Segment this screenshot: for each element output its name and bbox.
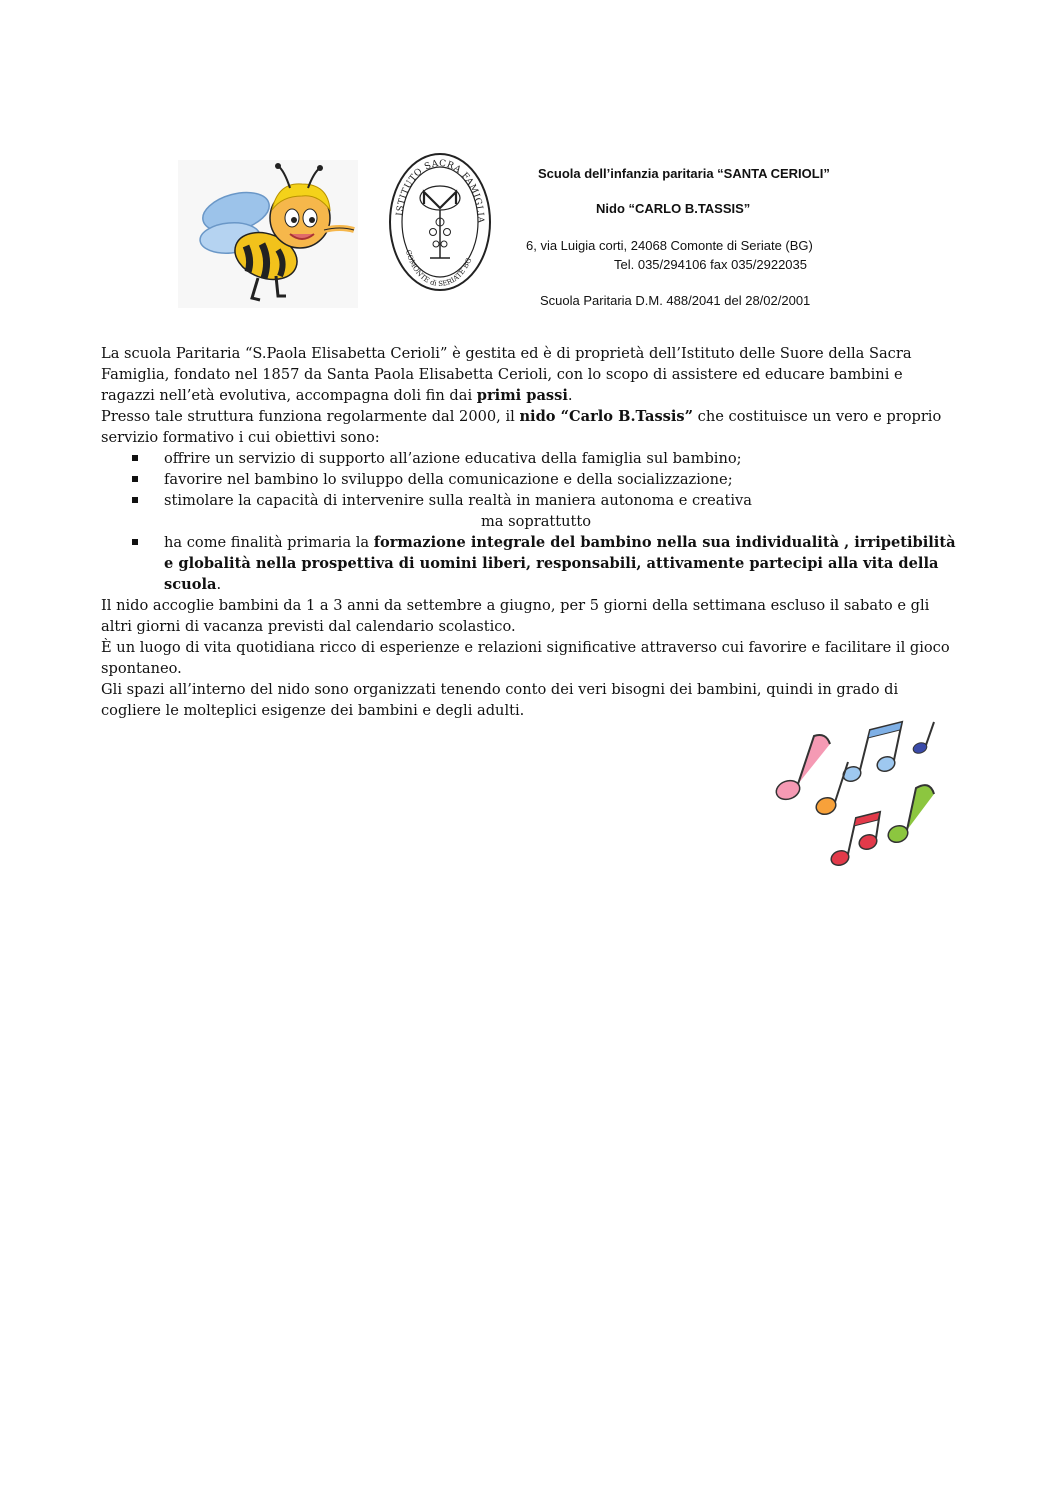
paragraph-struttura: [101, 406, 961, 448]
list-item-text: offrire un servizio di supporto all’azione educativa della famiglia sul bambino;: [164, 450, 742, 467]
paragraph-struttura-rest: che costituisce un vero e proprio servizio formativo i cui obiettivi sono:: [101, 408, 942, 446]
list-item: [101, 532, 961, 595]
center-line: ma soprattutto: [480, 513, 592, 530]
paragraph-intro-end: .: [567, 387, 573, 404]
paragraph-accoglienza: Il nido accoglie bambini da 1 a 3 anni da settembre a giugno, per 5 giorni della settimana escluso il sabato e gli altri giorni di vacanza previsti dal calendario scolastico.: [101, 597, 930, 635]
objectives-list: [101, 448, 961, 511]
school-name: Scuola dell’infanzia paritaria “SANTA CERIOLI”: [538, 166, 830, 181]
nido-name-bold: nido “Carlo B.Tassis”: [519, 408, 694, 425]
list-item-text: ha come finalità primaria la: [164, 534, 374, 551]
formazione-bold: formazione integrale del bambino nella sua individualità , irripetibilità e globalità nella prospettiva di uomini liberi, responsabili, attivamente partecipi alla vita della scuola: [164, 534, 956, 593]
bullet-square-icon: [132, 539, 138, 545]
phone-fax: Tel. 035/294106 fax 035/2922035: [614, 257, 808, 272]
paragraph-intro: [101, 343, 961, 406]
bullet-square-icon: [132, 497, 138, 503]
paragraph-spazi: Gli spazi all’interno del nido sono organizzati tenendo conto dei veri bisogni dei bambini, quindi in grado di cogliere le molteplici esigenze dei bambini e degli adulti.: [101, 681, 899, 719]
bee-mascot-icon: [178, 160, 358, 308]
objectives-list-main: [101, 532, 961, 595]
paragraph-intro-text: La scuola Paritaria “S.Paola Elisabetta Cerioli” è gestita ed è di proprietà dell’Istituto delle Suore della Sacra Famiglia, fondato nel 1857 da Santa Paola Elisabetta Cerioli, con lo scopo di assistere ed educare bambini e ragazzi nell’età evolutiva, accompagna doli fin dai: [101, 345, 912, 404]
seal-bottom-text: COMONTE di SERIATE BG: [403, 248, 474, 289]
list-item: [101, 469, 961, 490]
seal-top-text: ISTITUTO SACRA FAMIGLIA: [395, 158, 486, 224]
list-item: [101, 448, 961, 469]
decree-line: Scuola Paritaria D.M. 488/2041 del 28/02/2001: [540, 293, 811, 308]
list-item: [101, 490, 961, 511]
paragraph-luogo: È un luogo di vita quotidiana ricco di esperienze e relazioni significative attraverso cui favorire e facilitare il gioco spontaneo.: [101, 639, 950, 677]
list-item-end: .: [216, 576, 222, 593]
bullet-square-icon: [132, 455, 138, 461]
nido-name: Nido “CARLO B.TASSIS”: [596, 201, 751, 216]
primi-passi-bold: primi passi: [476, 387, 568, 404]
paragraph-struttura-text: Presso tale struttura funziona regolarmente dal 2000, il: [101, 408, 520, 425]
address: 6, via Luigia corti, 24068 Comonte di Seriate (BG): [526, 238, 813, 253]
music-notes-icon: [770, 718, 940, 870]
body-text: [101, 343, 961, 721]
list-item-text: stimolare la capacità di intervenire sulla realtà in maniera autonoma e creativa: [164, 492, 752, 509]
bullet-square-icon: [132, 476, 138, 482]
institute-seal-icon: [388, 152, 492, 292]
list-item-text: favorire nel bambino lo sviluppo della comunicazione e della socializzazione;: [164, 471, 733, 488]
